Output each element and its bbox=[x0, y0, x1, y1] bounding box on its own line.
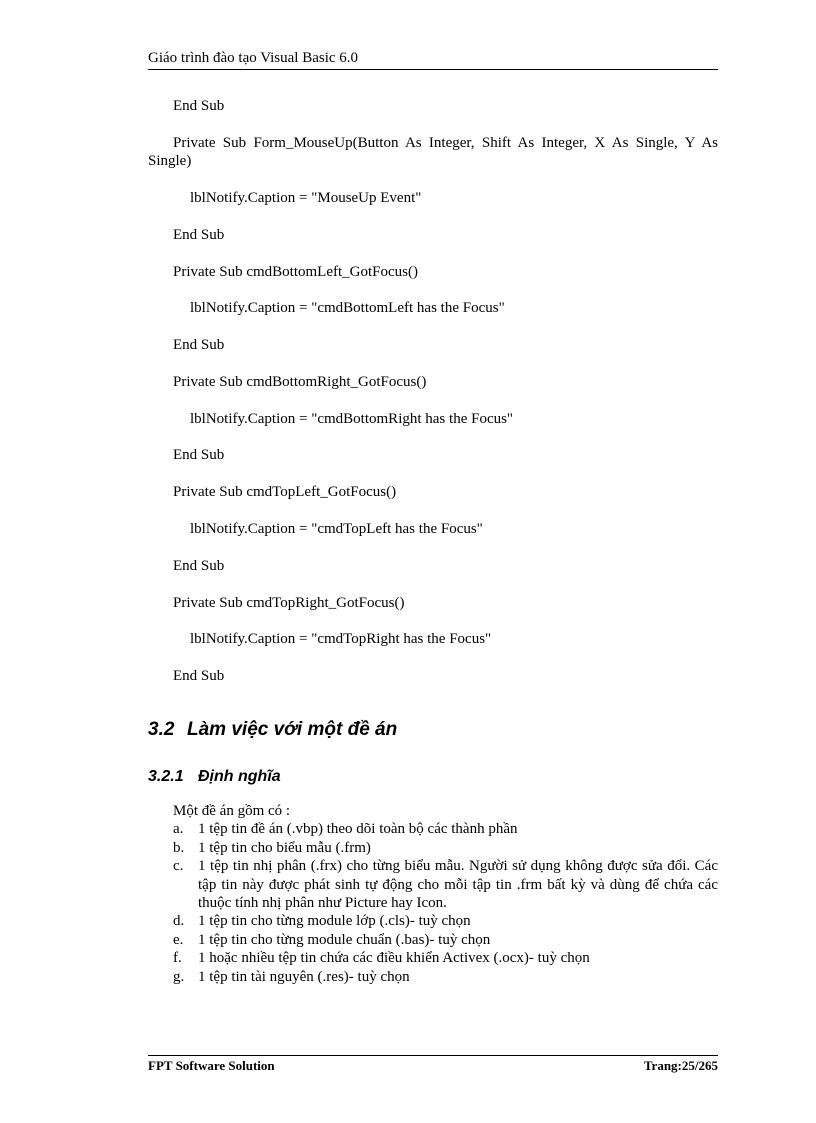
code-line: End Sub bbox=[173, 668, 225, 684]
list-marker: c. bbox=[173, 858, 184, 875]
code-line: lblNotify.Caption = "cmdBottomRight has the Focus" bbox=[190, 411, 514, 427]
list-item bbox=[173, 820, 718, 838]
code-line: End Sub bbox=[173, 447, 225, 463]
section-heading bbox=[148, 718, 397, 742]
list-marker: f. bbox=[173, 950, 182, 967]
list-marker: e. bbox=[173, 931, 184, 948]
list-item bbox=[173, 949, 718, 967]
code-line: lblNotify.Caption = "cmdTopRight has the Focus" bbox=[190, 631, 492, 647]
list-item bbox=[173, 839, 718, 857]
list-intro: Một đề án gồm có : bbox=[173, 803, 291, 819]
code-line: lblNotify.Caption = "cmdTopLeft has the Focus" bbox=[190, 521, 483, 537]
code-line: Private Sub Form_MouseUp(Button As Integer, Shift As Integer, X As Single, Y As Single) bbox=[148, 135, 718, 169]
code-line: lblNotify.Caption = "cmdBottomLeft has the Focus" bbox=[190, 300, 505, 316]
list-item bbox=[173, 931, 718, 949]
list-item bbox=[173, 857, 718, 912]
code-line: End Sub bbox=[173, 337, 225, 353]
section-title: Làm việc với một đề án bbox=[187, 719, 398, 740]
code-line: Private Sub cmdBottomRight_GotFocus() bbox=[173, 374, 427, 390]
subsection-heading bbox=[148, 767, 281, 787]
page-header: Giáo trình đào tạo Visual Basic 6.0 bbox=[148, 49, 718, 70]
list-marker: g. bbox=[173, 968, 185, 985]
list-marker: b. bbox=[173, 839, 185, 856]
list-item bbox=[173, 968, 718, 986]
list-marker: d. bbox=[173, 913, 185, 930]
code-line: End Sub bbox=[173, 98, 225, 114]
code-line: End Sub bbox=[173, 558, 225, 574]
code-line: Private Sub cmdBottomLeft_GotFocus() bbox=[173, 264, 418, 280]
list-item-text: 1 tệp tin cho từng module lớp (.cls)- tuỳ chọn bbox=[198, 913, 471, 930]
subsection-number: 3.2.1 bbox=[148, 768, 184, 785]
section-number: 3.2 bbox=[148, 719, 175, 740]
list-item-text: 1 tệp tin cho từng module chuẩn (.bas)- tuỳ chọn bbox=[198, 931, 491, 948]
list-item-text: 1 tệp tin nhị phân (.frx) cho từng biểu mẫu. Người sử dụng không được sửa đổi. Các tập tin này được phát sinh tự động cho mỗi tập tin .frm bất kỳ và dùng để chứa các thuộc tính nhị phân như Picture hay Icon. bbox=[198, 858, 718, 912]
list-item-text: 1 tệp tin tài nguyên (.res)- tuỳ chọn bbox=[198, 968, 410, 985]
file-list bbox=[173, 802, 718, 986]
code-line: lblNotify.Caption = "MouseUp Event" bbox=[190, 190, 422, 206]
list-item-text: 1 tệp tin đề án (.vbp) theo dõi toàn bộ các thành phần bbox=[198, 821, 518, 838]
list-item-text: 1 tệp tin cho biểu mẫu (.frm) bbox=[198, 839, 371, 856]
list-marker: a. bbox=[173, 821, 184, 838]
subsection-title: Định nghĩa bbox=[198, 768, 281, 785]
footer-divider bbox=[148, 1055, 718, 1056]
footer-company: FPT Software Solution bbox=[148, 1058, 275, 1073]
code-line: End Sub bbox=[173, 227, 225, 243]
list-item-text: 1 hoặc nhiều tệp tin chứa các điều khiển Activex (.ocx)- tuỳ chọn bbox=[198, 950, 590, 967]
footer-page-number: Trang:25/265 bbox=[643, 1058, 718, 1073]
list-item bbox=[173, 912, 718, 930]
code-line: Private Sub cmdTopLeft_GotFocus() bbox=[173, 484, 397, 500]
code-line: Private Sub cmdTopRight_GotFocus() bbox=[173, 595, 405, 611]
